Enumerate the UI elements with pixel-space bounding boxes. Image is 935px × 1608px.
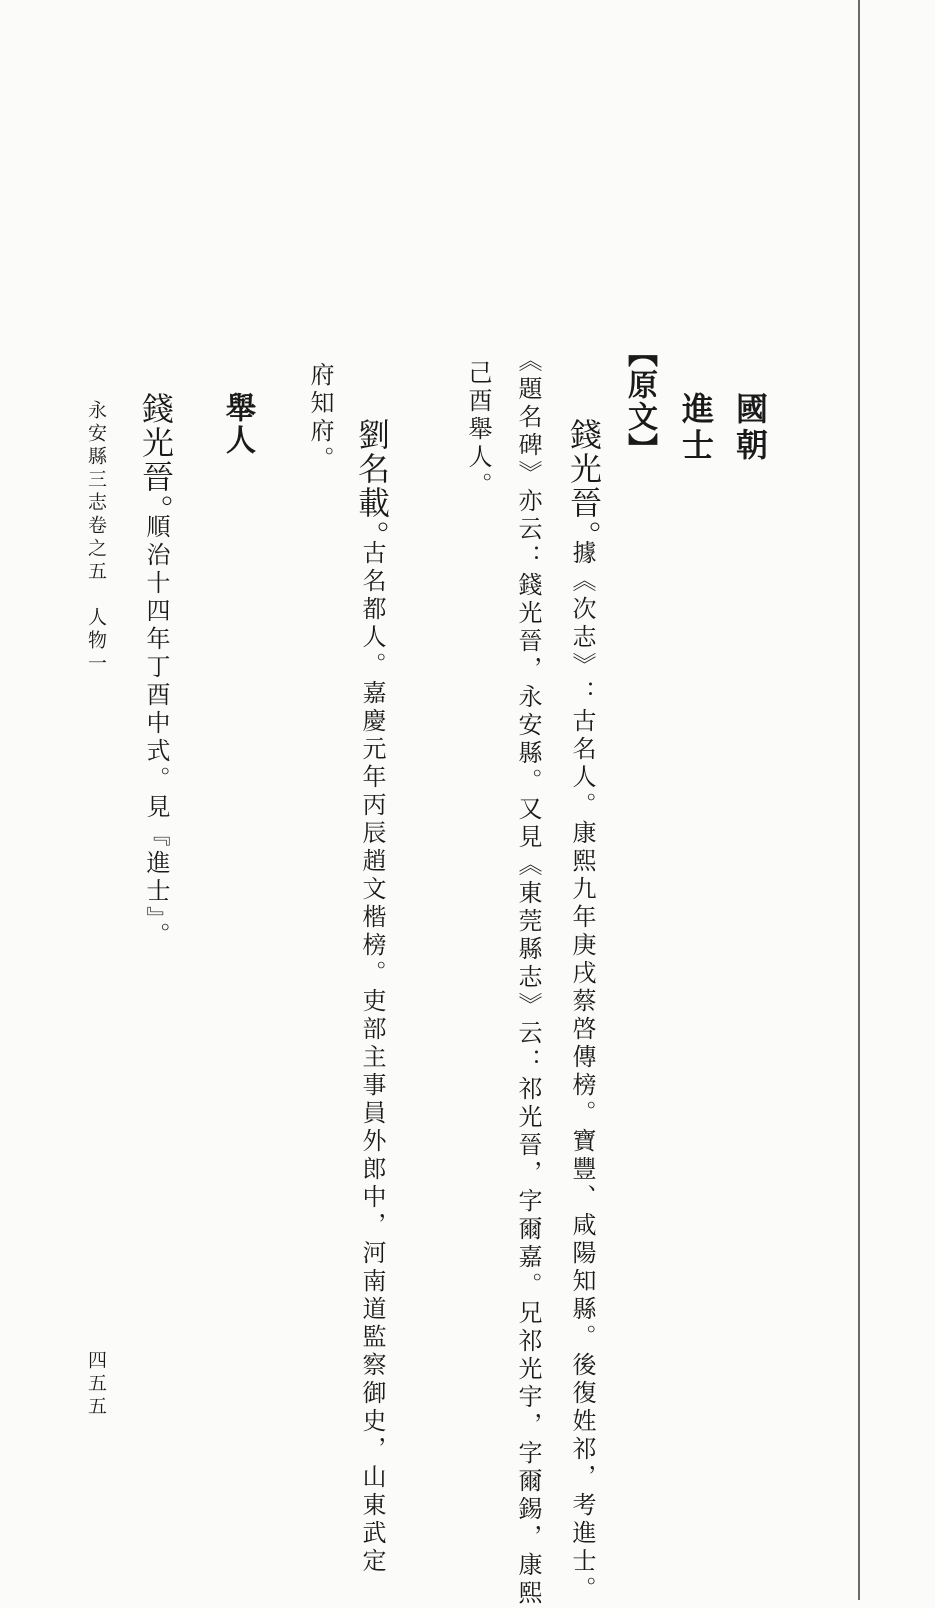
entry-name-qian-guangjin: 錢光晉。 bbox=[565, 418, 603, 554]
entry-name-liu-mingzai: 劉名載。 bbox=[353, 418, 391, 554]
binding-line bbox=[858, 0, 860, 1600]
entry-text-line: 據《次志》：古名人。康熙九年庚戌蔡啓傳榜。寶豐、咸陽知縣。後復姓祁，考進士。 bbox=[568, 540, 596, 1604]
jinshi-heading: 進士 bbox=[677, 392, 715, 464]
section-label: 【原文】 bbox=[622, 337, 657, 465]
entry-text-line: 府知府。 bbox=[306, 362, 334, 474]
entry-text-line: 古名都人。嘉慶元年丙辰趙文楷榜。吏部主事員外郎中，河南道監察御史，山東武定 bbox=[358, 540, 386, 1576]
page-number: 四五五 bbox=[85, 1350, 107, 1419]
footer-title: 永安縣三志卷之五 人物一 bbox=[85, 400, 107, 676]
juren-entry-text: 順治十四年丁酉中式。見『進士』。 bbox=[142, 514, 170, 950]
entry-text-line: 己酉舉人。 bbox=[464, 360, 492, 500]
dynasty-heading: 國朝 bbox=[731, 392, 769, 464]
entry-text-line: 《題名碑》亦云：錢光晉，永安縣。又見《東莞縣志》云：祁光晉，字爾嘉。兄祁光宇，字爾錫，康熙 bbox=[514, 348, 542, 1608]
juren-heading: 舉人 bbox=[220, 392, 255, 456]
juren-entry-name: 錢光晉。 bbox=[137, 392, 175, 528]
